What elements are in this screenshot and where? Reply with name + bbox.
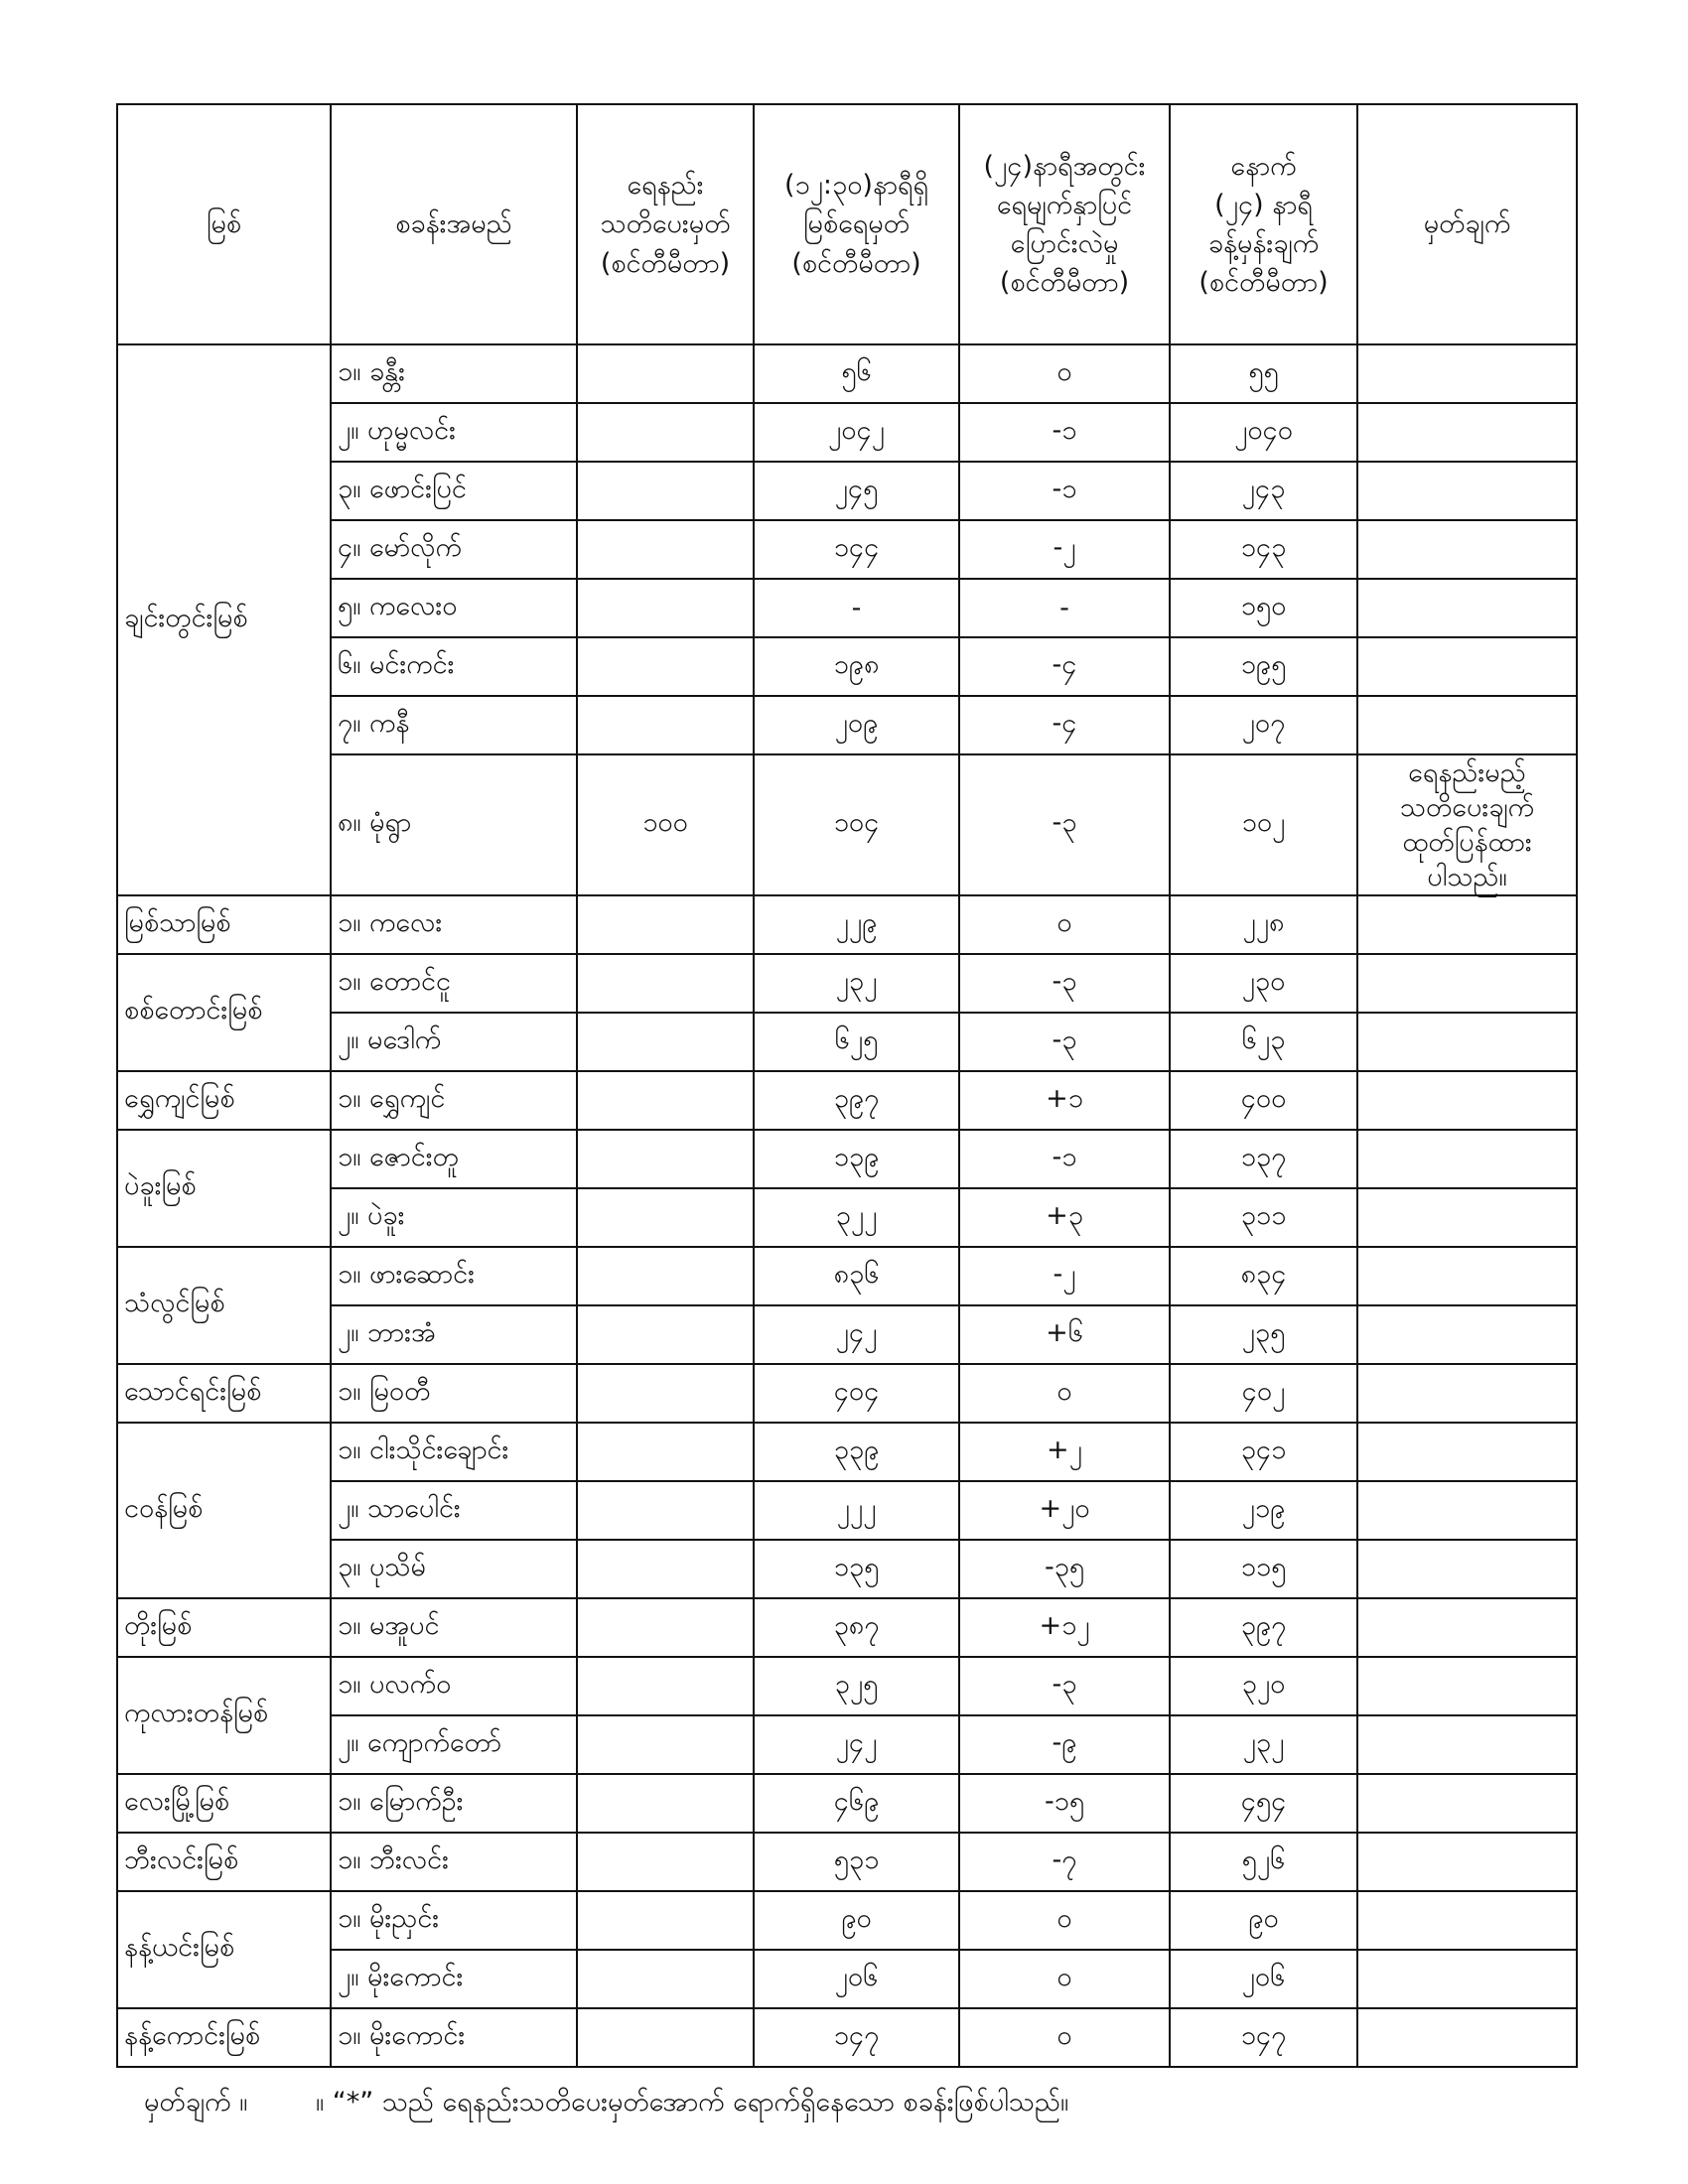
remark-cell [1357,895,1577,954]
danger-level-cell [577,1657,754,1715]
change-cell: -၁ [959,1130,1170,1188]
station-name-cell: ၂။ ကျောက်တော် [331,1715,577,1774]
forecast-cell: ၂၃၂ [1170,1715,1357,1774]
current-level-cell: ၅၃၁ [754,1833,959,1891]
station-name-cell: ၂။ မိုးကောင်း [331,1950,577,2008]
river-name-cell: သောင်ရင်းမြစ် [117,1364,331,1423]
danger-level-cell [577,1715,754,1774]
remark-cell [1357,1305,1577,1364]
remark-cell [1357,637,1577,696]
table-row [117,1130,1577,1188]
footnote-label: မှတ်ချက် ။ [144,2087,248,2117]
station-name-cell: ၂။ ပဲခူး [331,1188,577,1247]
station-name-cell: ၂။ ဟုမ္မလင်း [331,403,577,462]
header-forecast: နောက် (၂၄) နာရီ ခန့်မှန်းချက် (စင်တီမီတာ) [1170,104,1357,344]
remark-cell [1357,1071,1577,1130]
table-body [117,344,1577,2067]
river-name-cell: စစ်တောင်းမြစ် [117,954,331,1071]
footnote-text: ။ “*” သည် ရေနည်းသတိပေးမှတ်အောက် ရောက်ရှိနေသော စခန်းဖြစ်ပါသည်။ [315,2087,1069,2117]
river-name-cell: ကုလားတန်မြစ် [117,1657,331,1774]
station-name-cell: ၁။ ဖားဆောင်း [331,1247,577,1305]
forecast-cell: ၉၀ [1170,1891,1357,1950]
forecast-cell: ၃၄၁ [1170,1423,1357,1481]
current-level-cell: ၂၂၂ [754,1481,959,1540]
table-row [117,1481,1577,1540]
river-name-cell: ရွှေကျင်မြစ် [117,1071,331,1130]
danger-level-cell [577,579,754,637]
current-level-cell: ၅၆ [754,344,959,403]
table-row [117,344,1577,403]
current-level-cell: ၂၄၂ [754,1305,959,1364]
station-name-cell: ၆။ မင်းကင်း [331,637,577,696]
remark-cell: ရေနည်းမည့်သတိပေးချက် ထုတ်ပြန်ထားပါသည်။ [1357,754,1577,895]
river-name-cell: တိုးမြစ် [117,1598,331,1657]
change-cell: - [959,579,1170,637]
remark-cell [1357,696,1577,754]
table-row [117,1423,1577,1481]
forecast-cell: ၁၄၃ [1170,520,1357,579]
table-row [117,1950,1577,2008]
remark-cell [1357,2008,1577,2067]
river-name-cell: မြစ်သာမြစ် [117,895,331,954]
remark-cell [1357,1540,1577,1598]
table-row [117,895,1577,954]
table-row [117,696,1577,754]
river-level-table [116,103,1578,2068]
danger-level-cell [577,1540,754,1598]
change-cell: -၃၅ [959,1540,1170,1598]
remark-cell [1357,462,1577,520]
current-level-cell: ၂၂၉ [754,895,959,954]
danger-level-cell [577,1950,754,2008]
current-level-cell: ၃၂၅ [754,1657,959,1715]
change-cell: -၁၅ [959,1774,1170,1833]
forecast-cell: ၁၅၀ [1170,579,1357,637]
change-cell: -၄ [959,696,1170,754]
change-cell: -၃ [959,1657,1170,1715]
forecast-cell: ၃၉၇ [1170,1598,1357,1657]
forecast-cell: ၂၃၅ [1170,1305,1357,1364]
danger-level-cell [577,1305,754,1364]
current-level-cell: ၄၀၄ [754,1364,959,1423]
forecast-cell: ၂၁၉ [1170,1481,1357,1540]
forecast-cell: ၆၂၃ [1170,1013,1357,1071]
danger-level-cell [577,1833,754,1891]
danger-level-cell [577,1481,754,1540]
current-level-cell: ၂၄၅ [754,462,959,520]
header-current-level: (၁၂:၃၀)နာရီရှိ မြစ်ရေမှတ် (စင်တီမီတာ) [754,104,959,344]
change-cell: ၀ [959,344,1170,403]
table-row [117,462,1577,520]
danger-level-cell [577,1247,754,1305]
header-remark: မှတ်ချက် [1357,104,1577,344]
forecast-cell: ၁၉၅ [1170,637,1357,696]
change-cell: +၂ [959,1423,1170,1481]
table-row [117,520,1577,579]
station-name-cell: ၈။ မုံရွာ [331,754,577,895]
danger-level-cell [577,520,754,579]
forecast-cell: ၄၀၂ [1170,1364,1357,1423]
forecast-cell: ၃၂၀ [1170,1657,1357,1715]
change-cell: ၀ [959,895,1170,954]
station-name-cell: ၂။ ဘားအံ [331,1305,577,1364]
change-cell: ၀ [959,2008,1170,2067]
table-row [117,403,1577,462]
table-row [117,2008,1577,2067]
table-row [117,1833,1577,1891]
table-row [117,954,1577,1013]
header-24h-change: (၂၄)နာရီအတွင်း ရေမျက်နှာပြင် ပြောင်းလဲမှု (စင်တီမီတာ) [959,104,1170,344]
current-level-cell: ၄၆၉ [754,1774,959,1833]
danger-level-cell [577,637,754,696]
danger-level-cell: ၁၀၀ [577,754,754,895]
change-cell: +၁ [959,1071,1170,1130]
station-name-cell: ၄။ မော်လိုက် [331,520,577,579]
river-name-cell: ချင်းတွင်းမြစ် [117,344,331,895]
danger-level-cell [577,403,754,462]
danger-level-cell [577,1130,754,1188]
table-row [117,754,1577,895]
danger-level-cell [577,1364,754,1423]
header-row [117,104,1577,344]
table-row [117,1013,1577,1071]
footnote [144,2085,1068,2124]
danger-level-cell [577,1188,754,1247]
remark-cell [1357,520,1577,579]
remark-cell [1357,1247,1577,1305]
change-cell: -၁ [959,462,1170,520]
change-cell: +၂၀ [959,1481,1170,1540]
station-name-cell: ၂။ မဒေါက် [331,1013,577,1071]
current-level-cell: ၁၃၅ [754,1540,959,1598]
danger-level-cell [577,1013,754,1071]
change-cell: -၁ [959,403,1170,462]
station-name-cell: ၁။ ခန္တီး [331,344,577,403]
current-level-cell: ၁၃၉ [754,1130,959,1188]
station-name-cell: ၁။ မြဝတီ [331,1364,577,1423]
remark-cell [1357,344,1577,403]
station-name-cell: ၁။ မအူပင် [331,1598,577,1657]
table-row [117,1071,1577,1130]
forecast-cell: ၁၄၇ [1170,2008,1357,2067]
current-level-cell: - [754,579,959,637]
river-name-cell: နန့်ယင်းမြစ် [117,1891,331,2008]
station-name-cell: ၅။ ကလေးဝ [331,579,577,637]
current-level-cell: ၂၀၉ [754,696,959,754]
station-name-cell: ၂။ သာပေါင်း [331,1481,577,1540]
header-river: မြစ် [117,104,331,344]
current-level-cell: ၃၉၇ [754,1071,959,1130]
forecast-cell: ၂၂၈ [1170,895,1357,954]
station-name-cell: ၁။ ကလေး [331,895,577,954]
remark-cell [1357,403,1577,462]
station-name-cell: ၁။ ငါးသိုင်းချောင်း [331,1423,577,1481]
table-row [117,579,1577,637]
current-level-cell: ၈၃၆ [754,1247,959,1305]
remark-cell [1357,1833,1577,1891]
remark-cell [1357,1657,1577,1715]
change-cell: -၃ [959,754,1170,895]
table-row [117,637,1577,696]
remark-cell [1357,579,1577,637]
header-danger-level: ရေနည်း သတိပေးမှတ် (စင်တီမီတာ) [577,104,754,344]
danger-level-cell [577,1423,754,1481]
station-name-cell: ၁။ မိုးကောင်း [331,2008,577,2067]
remark-cell [1357,1774,1577,1833]
river-name-cell: သံလွင်မြစ် [117,1247,331,1364]
table-row [117,1540,1577,1598]
forecast-cell: ၈၃၄ [1170,1247,1357,1305]
forecast-cell: ၃၁၁ [1170,1188,1357,1247]
danger-level-cell [577,462,754,520]
forecast-cell: ၄၀၀ [1170,1071,1357,1130]
forecast-cell: ၁၁၅ [1170,1540,1357,1598]
forecast-cell: ၅၂၆ [1170,1833,1357,1891]
station-name-cell: ၁။ မြောက်ဦး [331,1774,577,1833]
table-row [117,1774,1577,1833]
remark-cell [1357,954,1577,1013]
remark-cell [1357,1481,1577,1540]
current-level-cell: ၁၄၇ [754,2008,959,2067]
current-level-cell: ၁၄၄ [754,520,959,579]
remark-cell [1357,1130,1577,1188]
danger-level-cell [577,1598,754,1657]
station-name-cell: ၁။ တောင်ငူ [331,954,577,1013]
change-cell: +၁၂ [959,1598,1170,1657]
station-name-cell: ၃။ ပုသိမ် [331,1540,577,1598]
danger-level-cell [577,1071,754,1130]
remark-cell [1357,1715,1577,1774]
current-level-cell: ၁၉၈ [754,637,959,696]
current-level-cell: ၂၃၂ [754,954,959,1013]
current-level-cell: ၃၂၂ [754,1188,959,1247]
remark-cell [1357,1891,1577,1950]
forecast-cell: ၂၀၄၀ [1170,403,1357,462]
station-name-cell: ၁။ မိုးညှင်း [331,1891,577,1950]
station-name-cell: ၇။ ကနီ [331,696,577,754]
station-name-cell: ၁။ ဇောင်းတူ [331,1130,577,1188]
current-level-cell: ၉၀ [754,1891,959,1950]
river-name-cell: လေးမြို့မြစ် [117,1774,331,1833]
table-row [117,1598,1577,1657]
current-level-cell: ၆၂၅ [754,1013,959,1071]
change-cell: ၀ [959,1891,1170,1950]
header-station: စခန်းအမည် [331,104,577,344]
station-name-cell: ၁။ ပလက်ဝ [331,1657,577,1715]
change-cell: -၇ [959,1833,1170,1891]
forecast-cell: ၁၀၂ [1170,754,1357,895]
table-row [117,1715,1577,1774]
current-level-cell: ၂၀၆ [754,1950,959,2008]
remark-cell [1357,1598,1577,1657]
remark-cell [1357,1364,1577,1423]
current-level-cell: ၁၀၄ [754,754,959,895]
danger-level-cell [577,954,754,1013]
forecast-cell: ၂၄၃ [1170,462,1357,520]
river-name-cell: ပဲခူးမြစ် [117,1130,331,1247]
table-row [117,1657,1577,1715]
change-cell: -၂ [959,520,1170,579]
remark-cell [1357,1423,1577,1481]
station-name-cell: ၁။ ဘီးလင်း [331,1833,577,1891]
table-row [117,1891,1577,1950]
change-cell: -၂ [959,1247,1170,1305]
forecast-cell: ၂၃၀ [1170,954,1357,1013]
remark-cell [1357,1013,1577,1071]
station-name-cell: ၁။ ရွှေကျင် [331,1071,577,1130]
current-level-cell: ၃၈၇ [754,1598,959,1657]
change-cell: ၀ [959,1364,1170,1423]
forecast-cell: ၄၅၄ [1170,1774,1357,1833]
change-cell: -၄ [959,637,1170,696]
river-name-cell: နန့်ကောင်းမြစ် [117,2008,331,2067]
change-cell: -၃ [959,1013,1170,1071]
river-name-cell: ငဝန်မြစ် [117,1423,331,1598]
table-row [117,1364,1577,1423]
change-cell: -၉ [959,1715,1170,1774]
river-name-cell: ဘီးလင်းမြစ် [117,1833,331,1891]
current-level-cell: ၂၀၄၂ [754,403,959,462]
change-cell: ၀ [959,1950,1170,2008]
change-cell: -၃ [959,954,1170,1013]
forecast-cell: ၂၀၇ [1170,696,1357,754]
forecast-cell: ၅၅ [1170,344,1357,403]
change-cell: +၃ [959,1188,1170,1247]
danger-level-cell [577,2008,754,2067]
station-name-cell: ၃။ ဖောင်းပြင် [331,462,577,520]
remark-cell [1357,1950,1577,2008]
danger-level-cell [577,696,754,754]
table-row [117,1305,1577,1364]
forecast-cell: ၁၃၇ [1170,1130,1357,1188]
current-level-cell: ၂၄၂ [754,1715,959,1774]
danger-level-cell [577,1774,754,1833]
forecast-cell: ၂၀၆ [1170,1950,1357,2008]
table-row [117,1247,1577,1305]
danger-level-cell [577,1891,754,1950]
current-level-cell: ၃၃၉ [754,1423,959,1481]
table-row [117,1188,1577,1247]
danger-level-cell [577,344,754,403]
change-cell: +၆ [959,1305,1170,1364]
remark-cell [1357,1188,1577,1247]
danger-level-cell [577,895,754,954]
